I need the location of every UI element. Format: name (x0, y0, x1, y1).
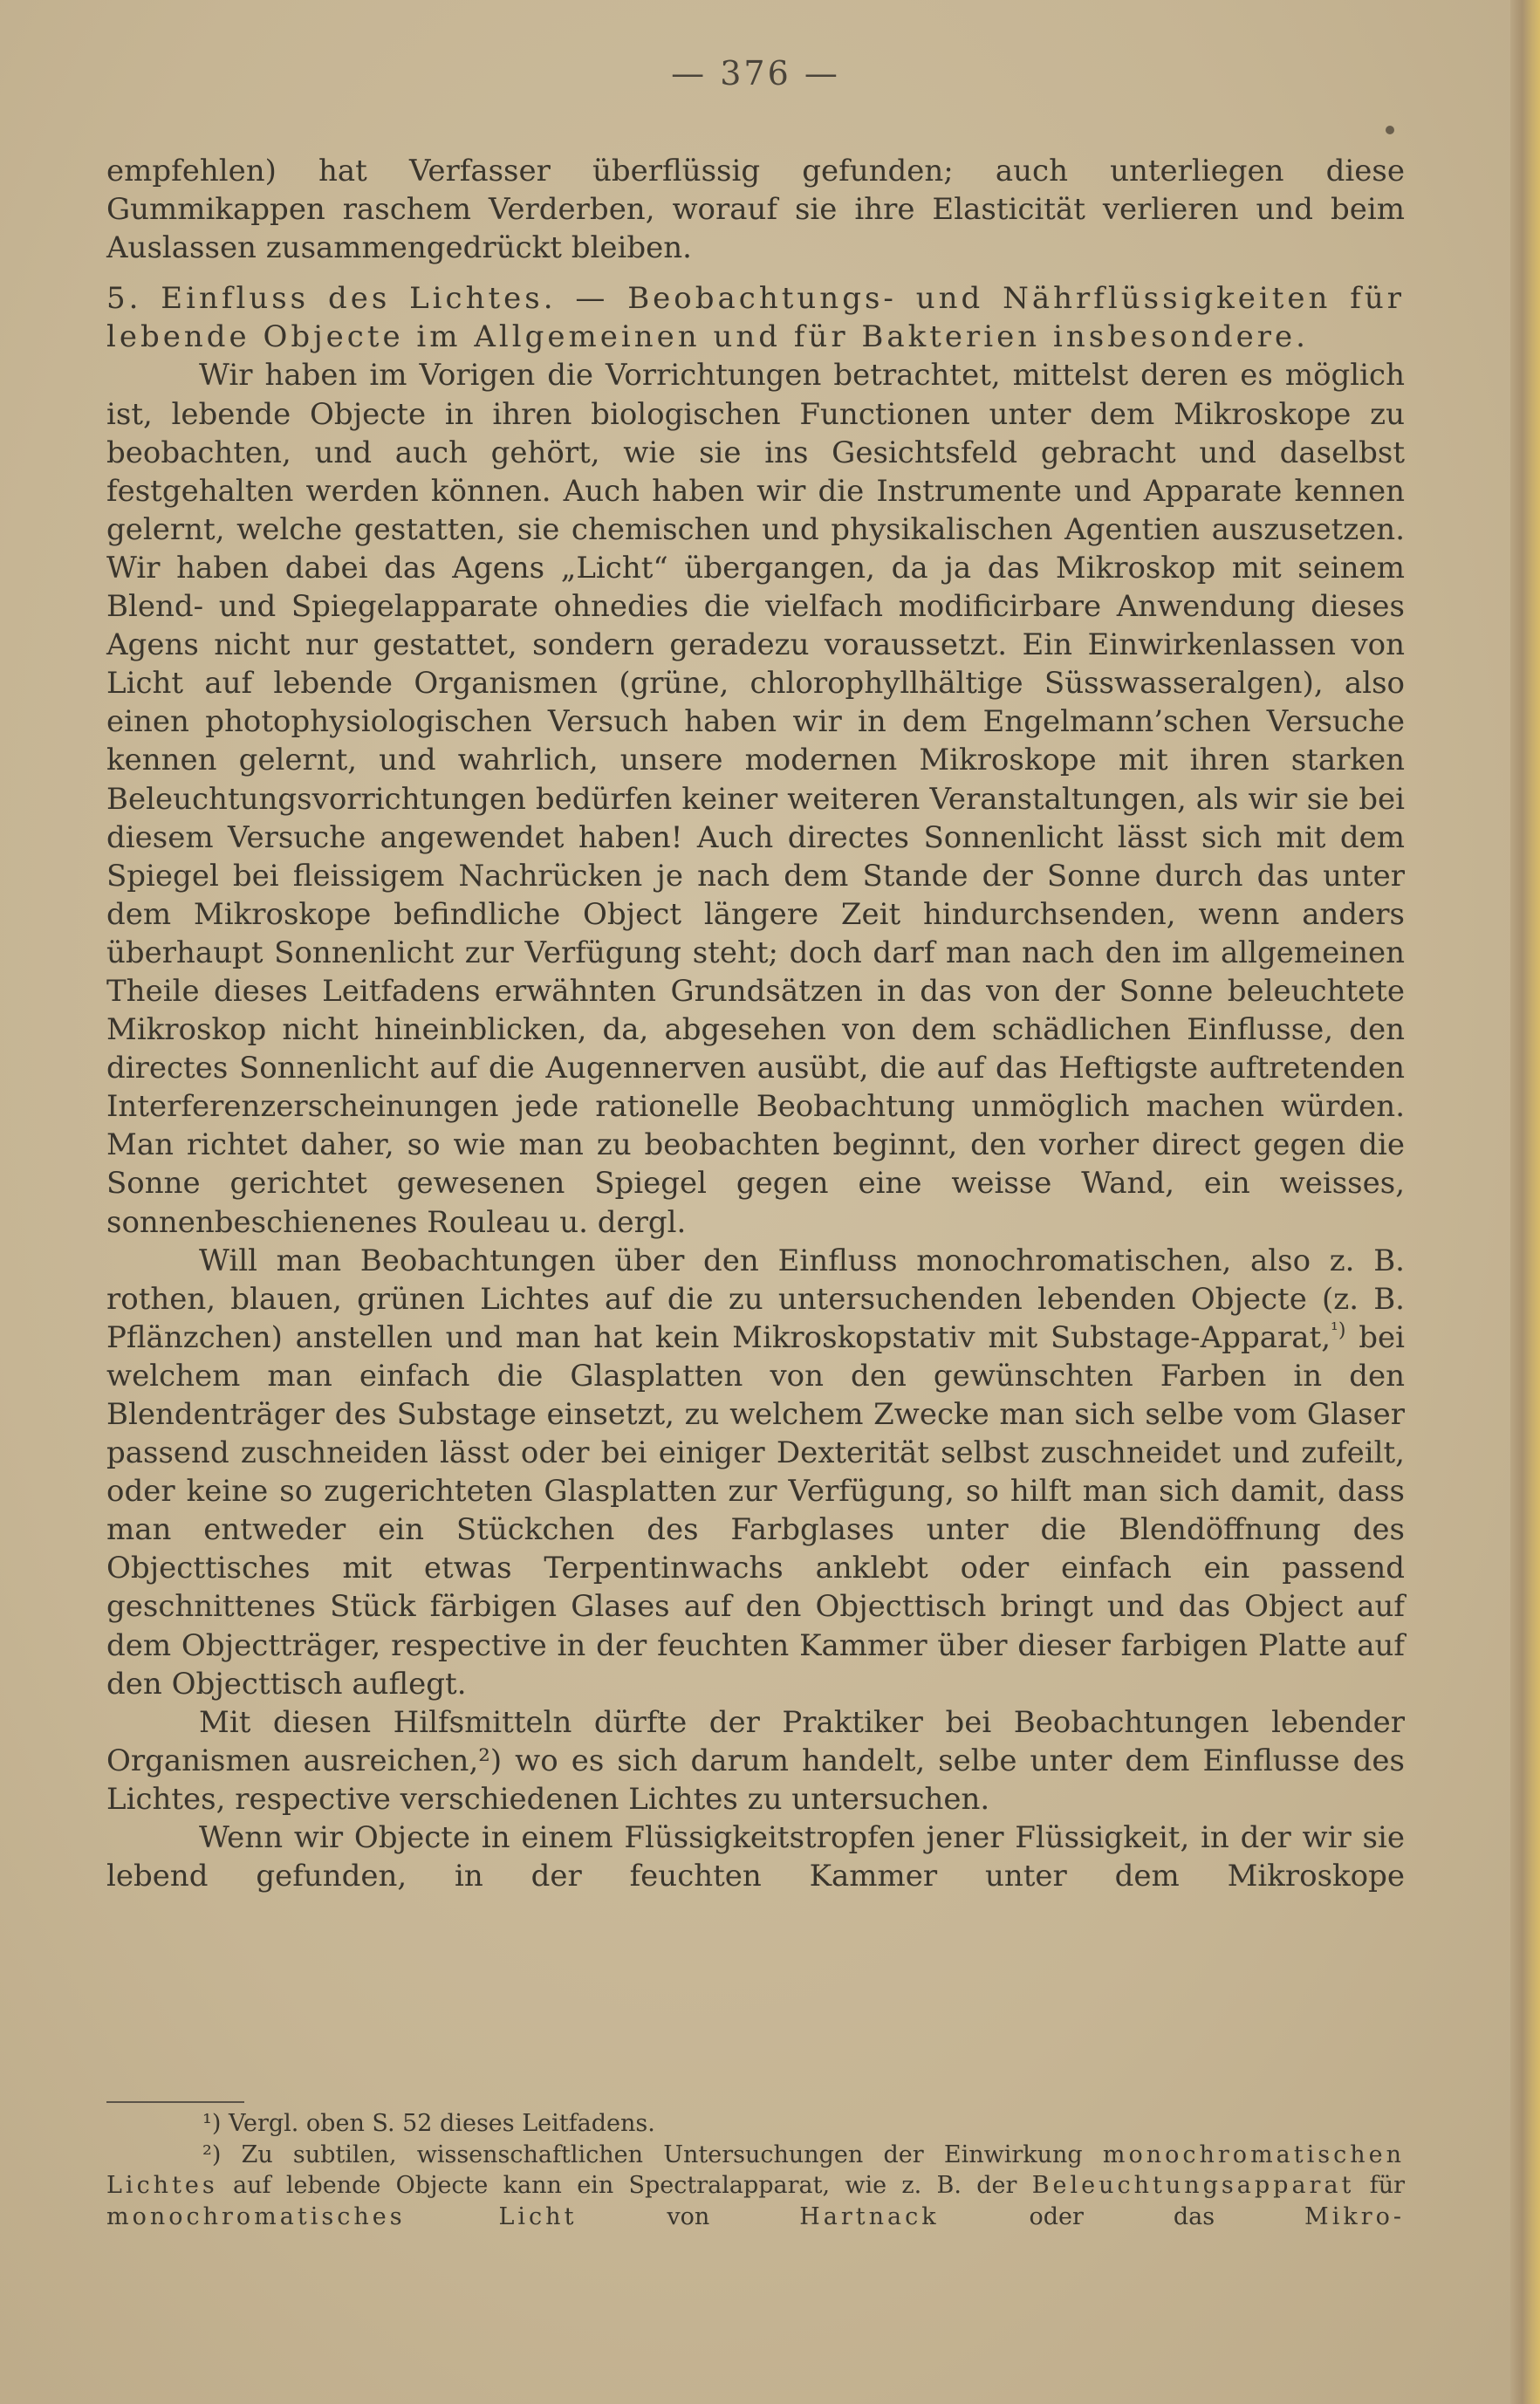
footnote-2 (106, 2140, 1405, 2233)
paragraph-drops: Wenn wir Objecte in einem Flüssigkeitstropfen jener Flüssigkeit, in der wir sie lebend gefunden, in der feuchten Kammer unter dem Mikroskope (106, 1820, 1405, 1894)
footnotes (106, 2108, 1405, 2232)
paragraph-aids: Mit diesen Hilfsmitteln dürfte der Praktiker bei Beobachtungen lebender Organismen ausreichen,²) wo es sich darum handelt, selbe unter dem Einflusse des Lichtes, respective verschiedenen Lichtes zu untersuchen. (106, 1704, 1405, 1817)
footnote-1: ¹) Vergl. oben S. 52 dieses Leitfadens. (202, 2110, 655, 2137)
footnote-2-text-c: auf lebende Objecte kann ein Spectralapparat, wie z. B. der (217, 2172, 1032, 2199)
ink-speck (1386, 126, 1394, 134)
footnote-2-text-g: von (577, 2202, 800, 2230)
footnote-2-text-h: Hartnack (799, 2202, 940, 2230)
footnote-2-text-j: Mikro- (1304, 2202, 1405, 2230)
footnote-2-text-e: für (1354, 2172, 1405, 2199)
paragraph-intro: Wir haben im Vorigen die Vorrichtungen betrachtet, mittelst deren es möglich ist, lebende Objecte in ihren biologischen Functionen unter dem Mikroskope zu beobachten, und auch gehört, wie sie ins Gesichtsfeld gebracht und daselbst festgehalten werden können. Auch haben wir die Instrumente und Apparate kennen gelernt, welche gestatten, sie chemischen und physikalischen Agentien auszusetzen. Wir haben dabei das Agens „Licht“ übergangen, da ja das Mikroskop mit seinem Blend- und Spiegelapparate ohnedies die vielfach modificirbare Anwendung dieses Agens nicht nur gestattet, sondern geradezu voraussetzt. Ein Einwirkenlassen von Licht auf lebende Organismen (grüne, chlorophyllhältige Süsswasseralgen), also einen photophysiologischen Versuch haben wir in dem Engelmann’schen Versuche kennen gelernt, und wahrlich, unsere modernen Mikroskope mit ihren starken Beleuchtungsvorrichtungen bedürfen keiner weiteren Veranstaltungen, als wir sie bei diesem Versuche angewendet haben! Auch directes Sonnenlicht lässt sich mit dem Spiegel bei fleissigem Nachrücken je nach dem Stande der Sonne durch das unter dem Mikroskope befindliche Object längere Zeit hindurchsenden, wenn anders überhaupt Sonnenlicht zur Verfügung steht; doch darf man nach den im allgemeinen Theile dieses Leitfadens erwähnten Grundsätzen in das von der Sonne beleuchtete Mikroskop nicht hineinblicken, da, abgesehen von dem schädlichen Einflusse, den directes Sonnenlicht auf die Augennerven ausübt, die auf das Heftigste auftretenden Interferenzerscheinungen jede rationelle Beobachtung unmöglich machen würden. Man richtet daher, so wie man zu beobachten beginnt, den vorher direct gegen die Sonne gerichtet gewesenen Spiegel gegen eine weisse Wand, ein weisses, sonnenbeschienenes Rouleau u. dergl. (106, 358, 1405, 1240)
footnote-ref-1[interactable]: ¹) (1331, 1319, 1346, 1342)
section-subtitle: Beobachtungs- und Nährflüssigkeiten für lebende Objecte im Allgemeinen und für Bakterien insbesondere. (106, 281, 1405, 355)
footnote-2-text-b: monochromatischen Lichtes (106, 2140, 1405, 2199)
page-edge (1510, 0, 1540, 2404)
paragraph-monochromatic-start: Will man Beobachtungen über den Einfluss monochromatischen, also z. B. rothen, blauen, grünen Lichtes auf die zu untersuchenden lebenden Objecte (z. B. Pflänzchen) anstellen und man hat kein Mikroskopstativ mit Substage-Apparat, (106, 1243, 1405, 1355)
footnote-divider (106, 2101, 244, 2103)
paragraph-monochromatic-end: bei welchem man einfach die Glasplatten von den gewünschten Farben in den Blendenträger des Substage einsetzt, zu welchem Zwecke man sich selbe vom Glaser passend zuschneiden lässt oder bei einiger Dexterität selbst zuschneidet und zufeilt, oder keine so zugerichteten Glasplatten zur Verfügung, so hilft man sich damit, dass man entweder ein Stückchen des Farbglases unter die Blendöffnung des Objecttisches mit etwas Terpentinwachs anklebt oder einfach ein passend geschnittenes Stück färbigen Glases auf den Objecttisch bringt und das Object auf dem Objectträger, respective in der feuchten Kammer über dieser farbigen Platte auf den Objecttisch auflegt. (106, 1319, 1405, 1702)
paragraph-continued: empfehlen) hat Verfasser überflüssig gefunden; auch unterliegen diese Gummikappen raschem Verderben, worauf sie ihre Elasticität verlieren und beim Auslassen zusammengedrückt bleiben. (106, 154, 1405, 266)
body-text (106, 152, 1405, 1895)
footnote-2-text-f: monochromatisches Licht (106, 2202, 578, 2230)
paragraph-monochromatic (106, 1242, 1405, 1703)
section-heading-line (106, 279, 1405, 356)
section-dash: — (575, 281, 609, 317)
section-title: Einfluss des Lichtes. (161, 281, 557, 317)
footnote-2-text-a: ²) Zu subtilen, wissenschaftlichen Untersuchungen der Einwirkung (202, 2140, 1103, 2168)
section-number: 5. (106, 281, 142, 317)
footnote-2-text-i: oder das (939, 2202, 1305, 2230)
footnote-2-text-d: Beleuchtungsapparat (1031, 2172, 1355, 2199)
page-number: — 376 — (671, 54, 840, 92)
